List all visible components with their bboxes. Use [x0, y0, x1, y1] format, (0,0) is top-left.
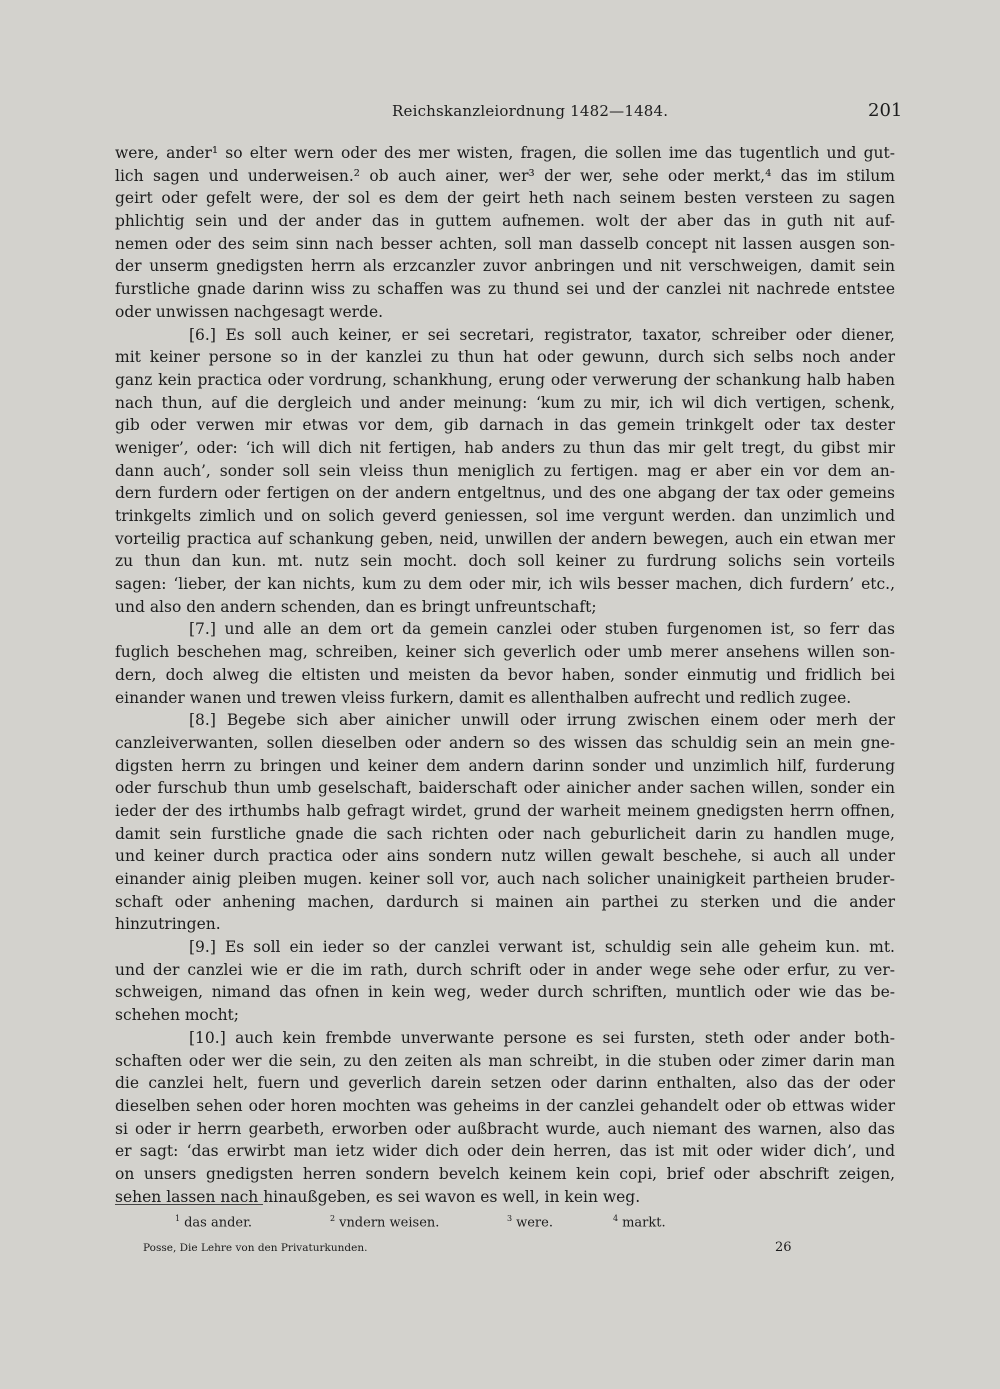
- text-line: der unserm gnedigsten herrn als erzcanzler zuvor anbringen und nit verschweigen, damit sein: [115, 257, 895, 276]
- paragraph-8-start: [8.] Begebe sich aber ainicher unwill oder irrung zwischen einem oder merh der: [189, 711, 895, 730]
- text-line: schweigen, nimand das ofnen in kein weg, weder durch schriften, muntlich oder wie das be-: [115, 983, 895, 1002]
- text-line: dieselben sehen oder horen mochten was geheims in der canzlei gehandelt oder ob ettwas wider: [115, 1096, 895, 1115]
- text-line: und keiner durch practica oder ains sondern nutz willen gewalt beschehe, si auch all under: [115, 847, 895, 866]
- text-line: trinkgelts zimlich und on solich geverd geniessen, sol ime vergunt werden. dan unzimlich und: [115, 507, 895, 525]
- running-head: [0, 100, 1000, 128]
- text-line: ganz kein practica oder vordrung, schankhung, erung oder verwerung der schankung halb haben: [115, 370, 895, 389]
- text-line: oder furschub thun umb geselschaft, baiderschaft oder ainicher ander sachen willen, sonder ein: [115, 779, 895, 798]
- footnote-divider: [115, 1204, 263, 1205]
- text-line: mit keiner persone so in der kanzlei zu thun hat oder gewunn, durch sich selbs noch ander: [115, 348, 895, 367]
- page-number: 201: [868, 100, 903, 121]
- text-line: fuglich beschehen mag, schreiben, keiner sich geverlich oder umb merer ansehens willen son-: [115, 643, 895, 662]
- footnote-1: [175, 1214, 252, 1230]
- signature-line: [0, 1240, 1000, 1260]
- text-line: sagen: ‘lieber, der kan nichts, kum zu dem oder mir, ich wils besser machen, dich furdern’ etc.,: [115, 575, 895, 594]
- text-line: gib oder verwen mir etwas vor dem, gib darnach in das gemein trinkgelt oder tax dester: [115, 416, 895, 435]
- text-line: schehen mocht;: [115, 1006, 239, 1025]
- text-line: sehen lassen nach hinaußgeben, es sei wavon es well, in kein weg.: [115, 1187, 641, 1206]
- text-line: nemen oder des seim sinn nach besser achten, soll man dasselb concept nit lassen ausgen son-: [115, 234, 895, 253]
- footnote-text: vndern weisen.: [339, 1215, 440, 1231]
- text-line: einander wanen und trewen vleiss furkern, damit es allenthalben aufrecht und redlich zugee.: [115, 688, 852, 707]
- text-line: dern furdern oder fertigen on der andern entgeltnus, und des one abgang der tax oder gemeins: [115, 484, 895, 503]
- text-line: ieder der des irthumbs halb gefragt wirdet, grund der warheit meinem gnedigsten herrn offnen,: [115, 801, 895, 820]
- text-line: er sagt: ‘das erwirbt man ietz wider dich oder dein herren, das ist mit oder wider dich’, und: [115, 1142, 895, 1161]
- signature-number: 26: [775, 1240, 792, 1255]
- paragraph-6-start: [6.] Es soll auch keiner, er sei secretari, registrator, taxator, schreiber oder diener,: [189, 325, 895, 344]
- text-line: nach thun, auf die dergleich und ander meinung: ‘kum zu mir, ich wil dich vertigen, schenk,: [115, 393, 895, 412]
- body-text: [115, 142, 895, 1208]
- footnote-mark: 4: [613, 1214, 619, 1223]
- footnote-4: [613, 1214, 666, 1230]
- paragraph-7-start: [7.] und alle an dem ort da gemein canzlei oder stuben furgenomen ist, so ferr das: [189, 620, 895, 639]
- text-line: weniger’, oder: ‘ich will dich nit fertigen, hab anders zu thun das mir gelt tregt, du gibst mir: [115, 438, 895, 457]
- text-line: furstliche gnade darinn wiss zu schaffen was zu thund sei und der canzlei nit nachrede entstee: [115, 280, 895, 299]
- text-line: geirt oder gefelt were, der sol es dem der geirt heth nach seinem besten versteen zu sagen: [115, 189, 895, 208]
- footnote-mark: 2: [330, 1214, 336, 1223]
- text-line: on unsers gnedigsten herren sondern bevelch keinem kein copi, brief oder abschrift zeigen,: [115, 1164, 895, 1183]
- text-line: phlichtig sein und der ander das in guttem aufnemen. wolt der aber das in guth nit auf-: [115, 212, 895, 231]
- text-line: einander ainig pleiben mugen. keiner soll vor, auch nach solicher unainigkeit partheien bruder-: [115, 870, 895, 888]
- text-line: die canzlei helt, fuern und geverlich darein setzen oder darinn enthalten, also das der oder: [115, 1074, 895, 1093]
- text-line: schaften oder wer die sein, zu den zeiten als man schreibt, in die stuben oder zimer darin man: [115, 1051, 895, 1070]
- footnotes: [115, 1214, 895, 1234]
- paragraph-9-start: [9.] Es soll ein ieder so der canzlei verwant ist, schuldig sein alle geheim kun. mt.: [189, 938, 895, 957]
- text-line: dann auch’, sonder soll sein vleiss thun meniglich zu fertigen. mag er aber ein vor dem an-: [115, 461, 895, 480]
- text-line: si oder ir herrn gearbeth, erworben oder außbracht wurde, auch niemant des warnen, also das: [115, 1119, 895, 1138]
- text-line: oder unwissen nachgesagt werde.: [115, 302, 384, 321]
- text-line: were, ander¹ so elter wern oder des mer wisten, fragen, die sollen ime das tugentlich und gut-: [115, 144, 895, 162]
- text-line: und also den andern schenden, dan es bringt unfreuntschaft;: [115, 597, 597, 616]
- footnote-text: das ander.: [184, 1215, 253, 1231]
- footnote-mark: 3: [507, 1214, 513, 1223]
- text-line: canzleiverwanten, sollen dieselben oder andern so des wissen das schuldig sein an mein gne-: [115, 733, 895, 752]
- text-line: vorteilig practica auf schankung geben, neid, unwillen der andern bewegen, auch ein etwan mer: [115, 529, 895, 548]
- footnote-2: [330, 1214, 439, 1230]
- text-line: digsten herrn zu bringen und keiner dem andern darinn sonder und unzimlich hilf, furderung: [115, 756, 895, 775]
- paragraph-10-start: [10.] auch kein frembde unverwante persone es sei fursten, steth oder ander both-: [189, 1028, 895, 1047]
- footnote-text: were.: [516, 1215, 553, 1231]
- footnote-mark: 1: [175, 1214, 181, 1223]
- signature-text: Posse, Die Lehre von den Privaturkunden.: [143, 1242, 368, 1254]
- running-title: Reichskanzleiordnung 1482—1484.: [392, 102, 669, 120]
- footnote-3: [507, 1214, 553, 1230]
- footnote-text: markt.: [622, 1215, 666, 1231]
- text-line: hinzutringen.: [115, 915, 221, 934]
- text-line: damit sein furstliche gnade die sach richten oder nach geburlicheit darin zu handlen muge,: [115, 824, 895, 843]
- text-line: zu thun dan kun. mt. nutz sein mocht. doch soll keiner zu furdrung solichs sein vorteils: [115, 552, 895, 571]
- text-line: dern, doch alweg die eltisten und meisten da bevor haben, sonder einmutig und fridlich bei: [115, 665, 895, 684]
- text-line: und der canzlei wie er die im rath, durch schrift oder in ander wege sehe oder erfur, zu ver-: [115, 960, 895, 979]
- text-line: schaft oder anhening machen, dardurch si mainen ain parthei zu sterken und die ander: [115, 892, 895, 911]
- text-line: lich sagen und underweisen.² ob auch ainer, wer³ der wer, sehe oder merkt,⁴ das im stilum: [115, 166, 895, 185]
